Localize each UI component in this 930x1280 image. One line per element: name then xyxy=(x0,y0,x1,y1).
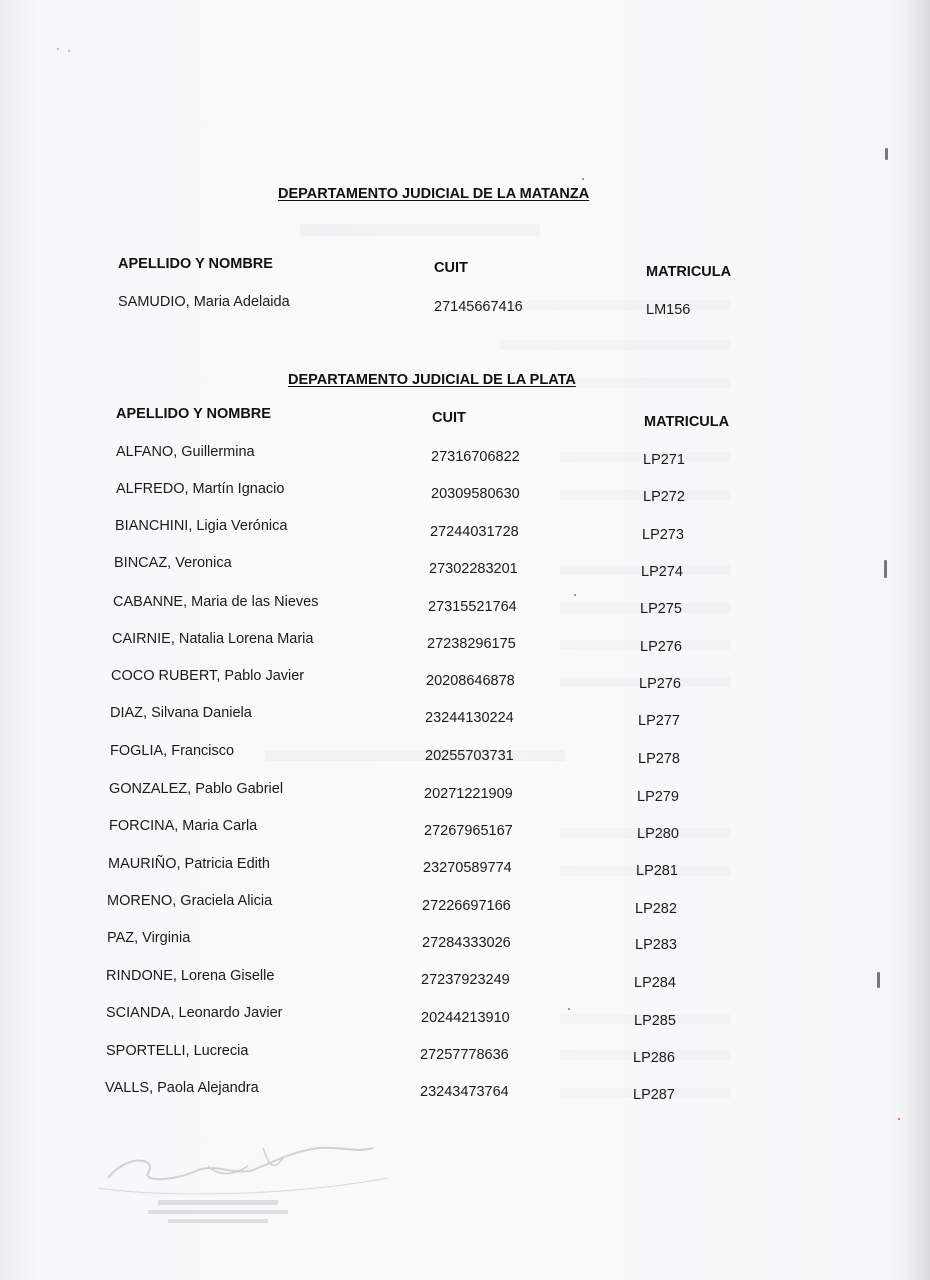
row-cuit: 27238296175 xyxy=(427,636,516,652)
row-name: RINDONE, Lorena Giselle xyxy=(106,968,275,984)
row-matricula: LP281 xyxy=(636,863,678,879)
scan-speck xyxy=(884,560,887,578)
row-name: VALLS, Paola Alejandra xyxy=(105,1080,259,1096)
row-cuit: 20255703731 xyxy=(425,748,514,764)
scan-speck xyxy=(68,50,70,52)
row-cuit: 27244031728 xyxy=(430,524,519,540)
row-cuit: 23270589774 xyxy=(423,860,512,876)
row-matricula: LP287 xyxy=(633,1087,675,1103)
row-name: BIANCHINI, Ligia Verónica xyxy=(115,518,288,534)
page-edge-shadow xyxy=(908,0,930,1280)
row-cuit: 27145667416 xyxy=(434,299,523,315)
row-cuit: 20208646878 xyxy=(426,673,515,689)
row-cuit: 27302283201 xyxy=(429,561,518,577)
row-name: PAZ, Virginia xyxy=(107,930,191,946)
row-matricula: LP273 xyxy=(642,527,684,543)
row-name: SCIANDA, Leonardo Javier xyxy=(106,1005,283,1021)
row-cuit: 27237923249 xyxy=(421,972,510,988)
row-matricula: LP272 xyxy=(643,489,685,505)
row-matricula: LP284 xyxy=(634,975,676,991)
row-matricula: LP276 xyxy=(639,676,681,692)
row-name: FORCINA, Maria Carla xyxy=(109,818,258,834)
row-matricula: LP276 xyxy=(640,639,682,655)
row-name: MAURIÑO, Patricia Edith xyxy=(108,856,270,872)
row-name: MORENO, Graciela Alicia xyxy=(107,893,273,909)
row-name: ALFREDO, Martín Ignacio xyxy=(116,481,285,497)
row-name: FOGLIA, Francisco xyxy=(110,743,235,759)
row-cuit: 27316706822 xyxy=(431,449,520,465)
row-cuit: 27315521764 xyxy=(428,599,517,615)
scan-speck xyxy=(885,148,888,160)
scan-speck xyxy=(898,1118,900,1120)
row-name: DIAZ, Silvana Daniela xyxy=(110,705,252,721)
header-matricula: MATRICULA xyxy=(644,414,730,430)
scan-speck xyxy=(57,48,59,50)
row-name: COCO RUBERT, Pablo Javier xyxy=(111,668,305,684)
row-name: BINCAZ, Veronica xyxy=(114,555,232,571)
row-cuit: 27267965167 xyxy=(424,823,513,839)
row-matricula: LP274 xyxy=(641,564,683,580)
row-matricula: LP278 xyxy=(638,751,680,767)
row-matricula: LP275 xyxy=(640,601,682,617)
scan-speck xyxy=(877,972,880,988)
header-cuit: CUIT xyxy=(434,260,468,276)
row-name: CABANNE, Maria de las Nieves xyxy=(113,594,319,610)
row-matricula: LP282 xyxy=(635,901,677,917)
row-cuit: 27257778636 xyxy=(420,1047,509,1063)
row-name: GONZALEZ, Pablo Gabriel xyxy=(109,781,284,797)
header-cuit: CUIT xyxy=(432,410,466,426)
row-matricula: LP279 xyxy=(637,789,679,805)
scan-speck xyxy=(574,594,576,596)
row-cuit: 27226697166 xyxy=(422,898,511,914)
row-matricula: LM156 xyxy=(646,302,691,318)
row-matricula: LP280 xyxy=(637,826,679,842)
row-name: SPORTELLI, Lucrecia xyxy=(106,1043,249,1059)
header-apellido-nombre: APELLIDO Y NOMBRE xyxy=(116,406,271,422)
row-cuit: 20271221909 xyxy=(424,786,513,802)
scan-speck xyxy=(568,1008,570,1010)
row-name: CAIRNIE, Natalia Lorena Maria xyxy=(112,631,314,647)
scan-speck xyxy=(582,178,584,180)
row-cuit: 20309580630 xyxy=(431,486,520,502)
row-matricula: LP271 xyxy=(643,452,685,468)
row-name: SAMUDIO, Maria Adelaida xyxy=(118,294,290,310)
section-title-la-matanza: DEPARTAMENTO JUDICIAL DE LA MATANZA xyxy=(278,186,590,202)
row-matricula: LP277 xyxy=(638,713,680,729)
row-cuit: 23243473764 xyxy=(420,1084,509,1100)
row-matricula: LP285 xyxy=(634,1013,676,1029)
row-matricula: LP283 xyxy=(635,937,677,953)
header-matricula: MATRICULA xyxy=(646,264,732,280)
signature-icon xyxy=(88,1118,408,1228)
row-cuit: 23244130224 xyxy=(425,710,514,726)
row-cuit: 20244213910 xyxy=(421,1010,510,1026)
row-matricula: LP286 xyxy=(633,1050,675,1066)
header-apellido-nombre: APELLIDO Y NOMBRE xyxy=(118,256,273,272)
row-name: ALFANO, Guillermina xyxy=(116,444,255,460)
row-cuit: 27284333026 xyxy=(422,935,511,951)
section-title-la-plata: DEPARTAMENTO JUDICIAL DE LA PLATA xyxy=(288,372,576,388)
